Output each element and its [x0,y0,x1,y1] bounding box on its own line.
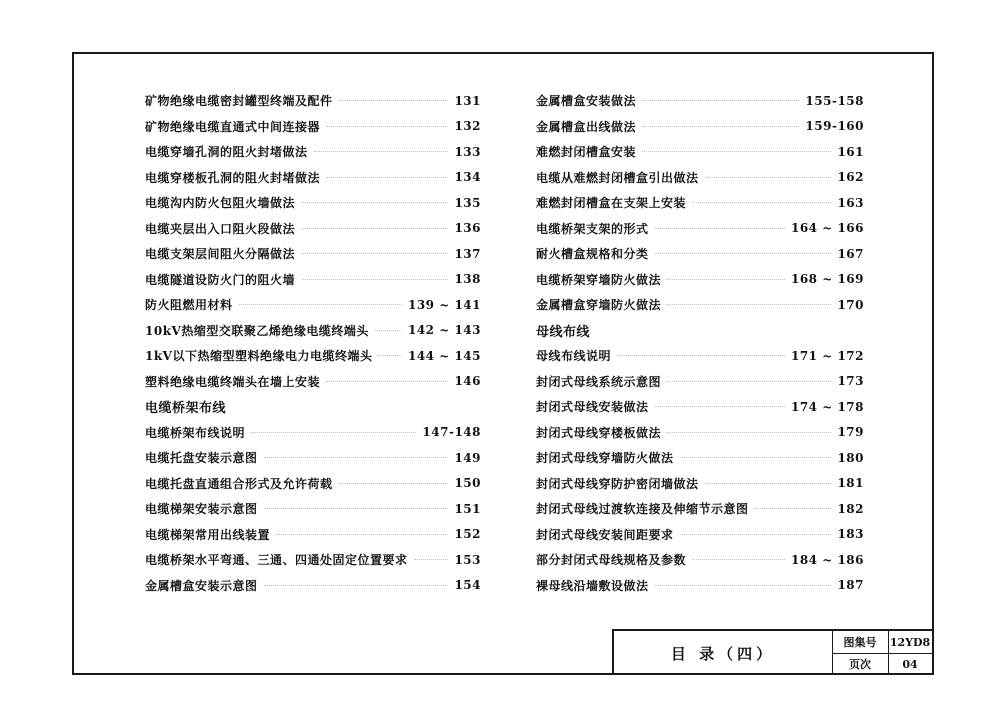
toc-entry [536,394,864,420]
toc-entry-title: 矿物绝缘电缆密封罐型终端及配件 [145,94,333,109]
toc-leader-dots [301,228,448,229]
toc-leader-dots [755,508,832,509]
toc-entry-title: 电缆穿楼板孔洞的阻火封堵做法 [145,170,321,185]
toc-entry-title: 难燃封闭槽盒在支架上安装 [536,196,687,211]
toc-entry-title: 电缆夹层出入口阻火段做法 [145,221,296,236]
atlas-number-label: 图集号 [832,631,889,654]
toc-entry-page: 133 [454,144,481,159]
toc-entry-title: 金属槽盒安装做法 [536,94,637,109]
toc-entry-page: 164 ~ 166 [790,221,864,236]
toc-entry-page: 132 [454,119,481,134]
toc-entry-page: 136 [454,221,481,236]
toc-entry-page: 151 [454,501,481,516]
toc-entry-page: 161 [837,144,864,159]
toc-entry [145,165,481,191]
toc-entry-title: 10kV热缩型交联聚乙烯绝缘电缆终端头 [145,323,369,338]
toc-leader-dots [692,559,785,560]
toc-entry-title: 金属槽盒安装示意图 [145,578,258,593]
toc-entry-page: 159-160 [805,119,864,134]
toc-entry-page: 187 [837,578,864,593]
toc-entry-page: 154 [454,578,481,593]
toc-entry [536,573,864,599]
toc-entry-page: 155-158 [805,93,864,108]
toc-entry-page: 149 [454,450,481,465]
toc-entry-page: 146 [454,374,481,389]
toc-leader-dots [414,559,449,560]
toc-entry-title: 矿物绝缘电缆直通式中间连接器 [145,119,321,134]
toc-entry [536,88,864,114]
toc-leader-dots [264,585,449,586]
toc-entry-page: 182 [837,501,864,516]
title-block-title: 目 录（四） [614,631,833,675]
toc-entry-title: 封闭式母线安装间距要求 [536,527,674,542]
toc-entry [145,114,481,140]
toc-entry [536,216,864,242]
toc-leader-dots [326,126,448,127]
toc-entry-title: 电缆桥架布线说明 [145,425,246,440]
toc-entry-page: 167 [837,246,864,261]
toc-entry-title: 封闭式母线穿楼板做法 [536,425,662,440]
toc-entry-page: 137 [454,246,481,261]
toc-leader-dots [301,202,448,203]
toc-entry [536,190,864,216]
toc-entry-page: 168 ~ 169 [790,272,864,287]
toc-entry-page: 173 [837,374,864,389]
toc-entry-title: 电缆托盘安装示意图 [145,451,258,466]
toc-leader-dots [326,381,448,382]
toc-leader-dots [314,151,449,152]
toc-entry [145,369,481,395]
toc-entry [145,420,481,446]
toc-entry [145,241,481,267]
toc-leader-dots [705,177,832,178]
toc-entry [145,318,481,344]
toc-entry [536,343,864,369]
toc-entry-title: 电缆梯架安装示意图 [145,502,258,517]
toc-leader-dots [655,253,832,254]
toc-leader-dots [339,100,449,101]
toc-entry-title: 母线布线说明 [536,349,612,364]
toc-entry [536,114,864,140]
toc-entry-page: 181 [837,476,864,491]
toc-entry-page: 138 [454,272,481,287]
toc-entry-title: 电缆桥架布线 [145,401,227,417]
toc-entry-page: 142 ~ 143 [407,323,481,338]
toc-entry-page: 150 [454,476,481,491]
toc-leader-dots [680,457,832,458]
toc-leader-dots [301,279,448,280]
toc-section-heading [536,318,864,344]
toc-entry [536,267,864,293]
toc-leader-dots [655,585,832,586]
toc-entry-page: 147-148 [422,425,481,440]
toc-entry-title: 母线布线 [536,324,591,340]
toc-entry-page: 144 ~ 145 [407,348,481,363]
toc-entry [536,292,864,318]
toc-leader-dots [642,151,831,152]
toc-entry-title: 电缆桥架支架的形式 [536,221,649,236]
toc-entry-title: 封闭式母线安装做法 [536,400,649,415]
toc-entry-title: 难燃封闭槽盒安装 [536,145,637,160]
toc-entry-title: 电缆隧道设防火门的阻火墙 [145,272,296,287]
toc-leader-dots [378,355,402,356]
toc-entry-page: 183 [837,527,864,542]
toc-entry [145,139,481,165]
toc-entry-page: 139 ~ 141 [407,297,481,312]
toc-leader-dots [667,304,831,305]
title-block [612,629,934,675]
toc-entry-title: 裸母线沿墙敷设做法 [536,578,649,593]
toc-entry-title: 塑料绝缘电缆终端头在墙上安装 [145,374,321,389]
toc-entry-page: 162 [837,170,864,185]
toc-leader-dots [667,432,831,433]
toc-right-column [536,88,864,598]
toc-entry-title: 电缆托盘直通组合形式及允许荷载 [145,476,333,491]
toc-entry-page: 171 ~ 172 [790,348,864,363]
toc-leader-dots [692,202,831,203]
toc-leader-dots [251,432,416,433]
toc-leader-dots [617,355,785,356]
toc-entry [536,165,864,191]
toc-entry-page: 170 [837,297,864,312]
toc-entry [145,573,481,599]
toc-entry [145,471,481,497]
toc-entry-title: 电缆沟内防火包阻火墙做法 [145,196,296,211]
toc-entry-page: 153 [454,552,481,567]
toc-entry-title: 电缆从难燃封闭槽盒引出做法 [536,170,699,185]
toc-entry [536,420,864,446]
toc-entry-page: 135 [454,195,481,210]
toc-entry [536,445,864,471]
toc-entry [145,267,481,293]
toc-entry-title: 封闭式母线穿防护密闭墙做法 [536,476,699,491]
page-number-label: 页次 [832,653,889,675]
toc-entry [145,496,481,522]
toc-leader-dots [667,279,785,280]
toc-entry-title: 防火阻燃用材料 [145,298,233,313]
toc-entry-title: 封闭式母线过渡软连接及伸缩节示意图 [536,502,749,517]
toc-entry-title: 电缆支架层间阻火分隔做法 [145,247,296,262]
toc-entry [145,522,481,548]
toc-entry [536,496,864,522]
toc-leader-dots [642,126,799,127]
toc-entry-page: 131 [454,93,481,108]
toc-leader-dots [239,304,402,305]
toc-entry [145,343,481,369]
atlas-number-value: 12YD8 [888,631,932,654]
toc-entry-title: 电缆桥架穿墙防火做法 [536,272,662,287]
toc-entry [145,190,481,216]
toc-entry-title: 电缆桥架水平弯通、三通、四通处固定位置要求 [145,553,408,568]
toc-entry-title: 金属槽盒出线做法 [536,119,637,134]
toc-entry-page: 163 [837,195,864,210]
toc-entry [145,216,481,242]
toc-entry-page: 174 ~ 178 [790,399,864,414]
toc-entry-page: 134 [454,170,481,185]
toc-entry-title: 封闭式母线系统示意图 [536,374,662,389]
toc-leader-dots [642,100,799,101]
toc-entry-title: 1kV以下热缩型塑料绝缘电力电缆终端头 [145,349,373,364]
toc-entry-page: 179 [837,425,864,440]
toc-entry-title: 封闭式母线穿墙防火做法 [536,451,674,466]
toc-leader-dots [655,228,785,229]
toc-entry [536,471,864,497]
toc-entry-page: 184 ~ 186 [790,552,864,567]
toc-leader-dots [264,508,449,509]
toc-entry-title: 耐火槽盒规格和分类 [536,247,649,262]
toc-leader-dots [375,330,402,331]
toc-entry [536,522,864,548]
toc-entry [145,445,481,471]
page-number-value: 04 [902,657,918,671]
toc-leader-dots [667,381,831,382]
toc-entry-page: 180 [837,450,864,465]
toc-leader-dots [264,457,449,458]
toc-entry [145,292,481,318]
toc-leader-dots [301,253,448,254]
toc-entry [536,369,864,395]
toc-entry-page: 152 [454,527,481,542]
toc-leader-dots [339,483,449,484]
toc-entry-title: 电缆穿墙孔洞的阻火封堵做法 [145,145,308,160]
toc-leader-dots [276,534,448,535]
toc-entry [145,88,481,114]
toc-entry [536,547,864,573]
toc-entry [536,241,864,267]
toc-leader-dots [326,177,448,178]
toc-entry-title: 金属槽盒穿墙防火做法 [536,298,662,313]
toc-entry-title: 部分封闭式母线规格及参数 [536,553,687,568]
toc-leader-dots [655,406,785,407]
toc-section-heading [145,394,481,420]
toc-entry [536,139,864,165]
toc-leader-dots [680,534,832,535]
toc-entry-title: 电缆梯架常用出线装置 [145,527,271,542]
toc-entry [145,547,481,573]
toc-leader-dots [705,483,832,484]
toc-left-column [145,88,481,598]
